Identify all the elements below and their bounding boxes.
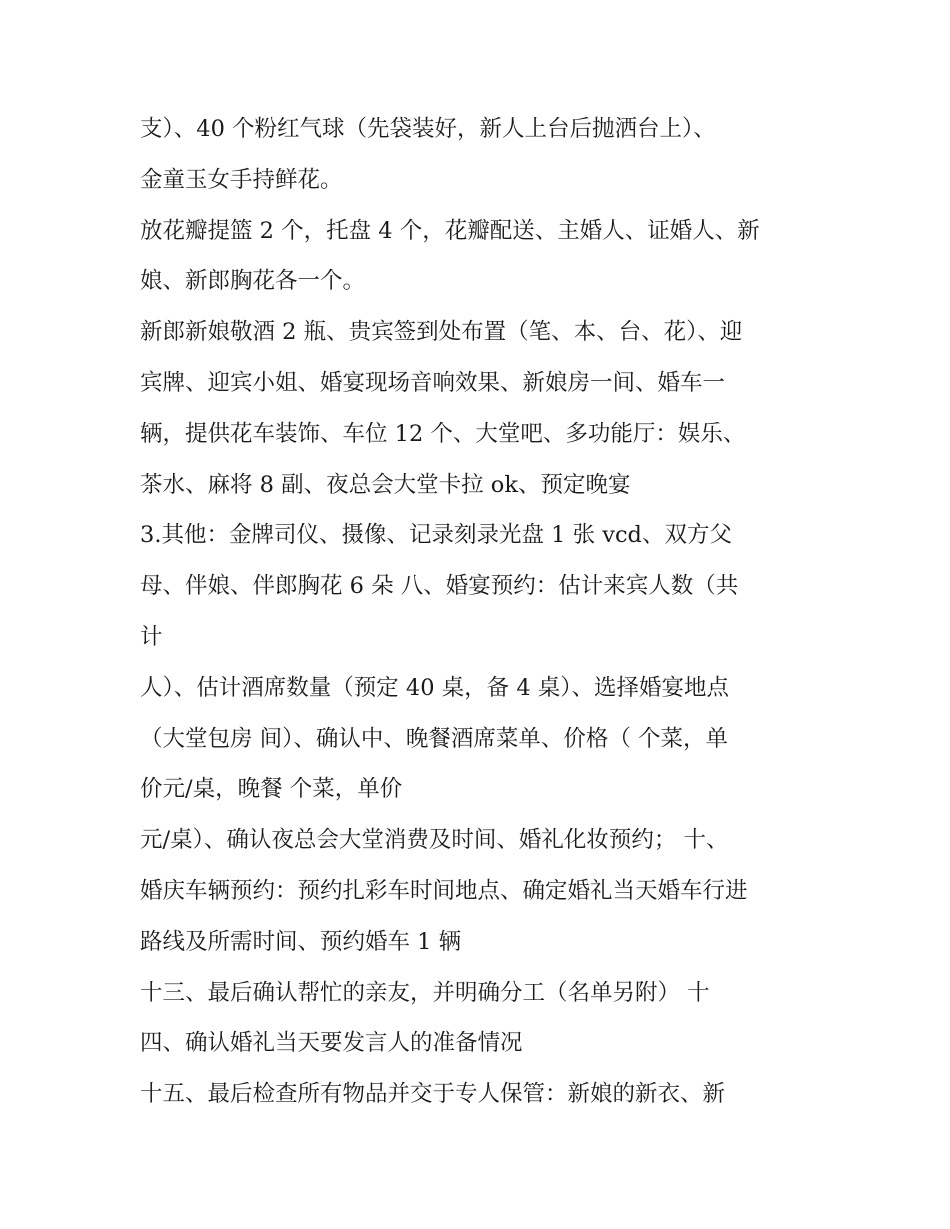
text-line: 放花瓣提篮 2 个，托盘 4 个，花瓣配送、主婚人、证婚人、新 [140,217,760,244]
text-line: 价元/桌，晚餐 个菜，单价 [140,776,403,803]
text-line: 元/桌）、确认夜总会大堂消费及时间、婚礼化妆预约； 十、 [140,827,729,854]
text-line: 茶水、麻将 8 副、夜总会大堂卡拉 ok、预定晚宴 [140,471,631,498]
text-line: 支）、40 个粉红气球（先袋装好，新人上台后抛洒台上）、 [140,116,716,142]
text-line: 辆，提供花车装饰、车位 12 个、大堂吧、多功能厅：娱乐、 [140,420,746,447]
text-line: 金童玉女手持鲜花。 [140,166,343,193]
text-line: 路线及所需时间、预约婚车 1 辆 [140,928,462,955]
text-line: 婚庆车辆预约：预约扎彩车时间地点、确定婚礼当天婚车行进 [140,877,748,904]
text-line: 四、确认婚礼当天要发言人的准备情况 [140,1030,523,1057]
text-line: 人）、估计酒席数量（预定 40 桌，备 4 桌）、选择婚宴地点 [140,674,730,701]
text-line: 母、伴娘、伴郎胸花 6 朵 八、婚宴预约：估计来宾人数（共 [140,573,739,600]
text-line: （大堂包房 间）、确认中、晚餐酒席菜单、价格（ 个菜，单 [140,725,729,752]
text-line: 娘、新郎胸花各一个。 [140,268,366,295]
text-line: 宾牌、迎宾小姐、婚宴现场音响效果、新娘房一间、婚车一 [140,369,726,396]
text-line: 十三、最后确认帮忙的亲友，并明确分工（名单另附） 十 [140,979,710,1006]
text-line: 计 [140,623,163,650]
document-body [140,104,830,1120]
text-line: 十五、最后检查所有物品并交于专人保管：新娘的新衣、新 [140,1081,726,1108]
text-line: 3.其他：金牌司仪、摄像、记录刻录光盘 1 张 vcd、双方父 [140,522,732,549]
text-line: 新郎新娘敬酒 2 瓶、贵宾签到处布置（笔、本、台、花）、迎 [140,319,743,346]
